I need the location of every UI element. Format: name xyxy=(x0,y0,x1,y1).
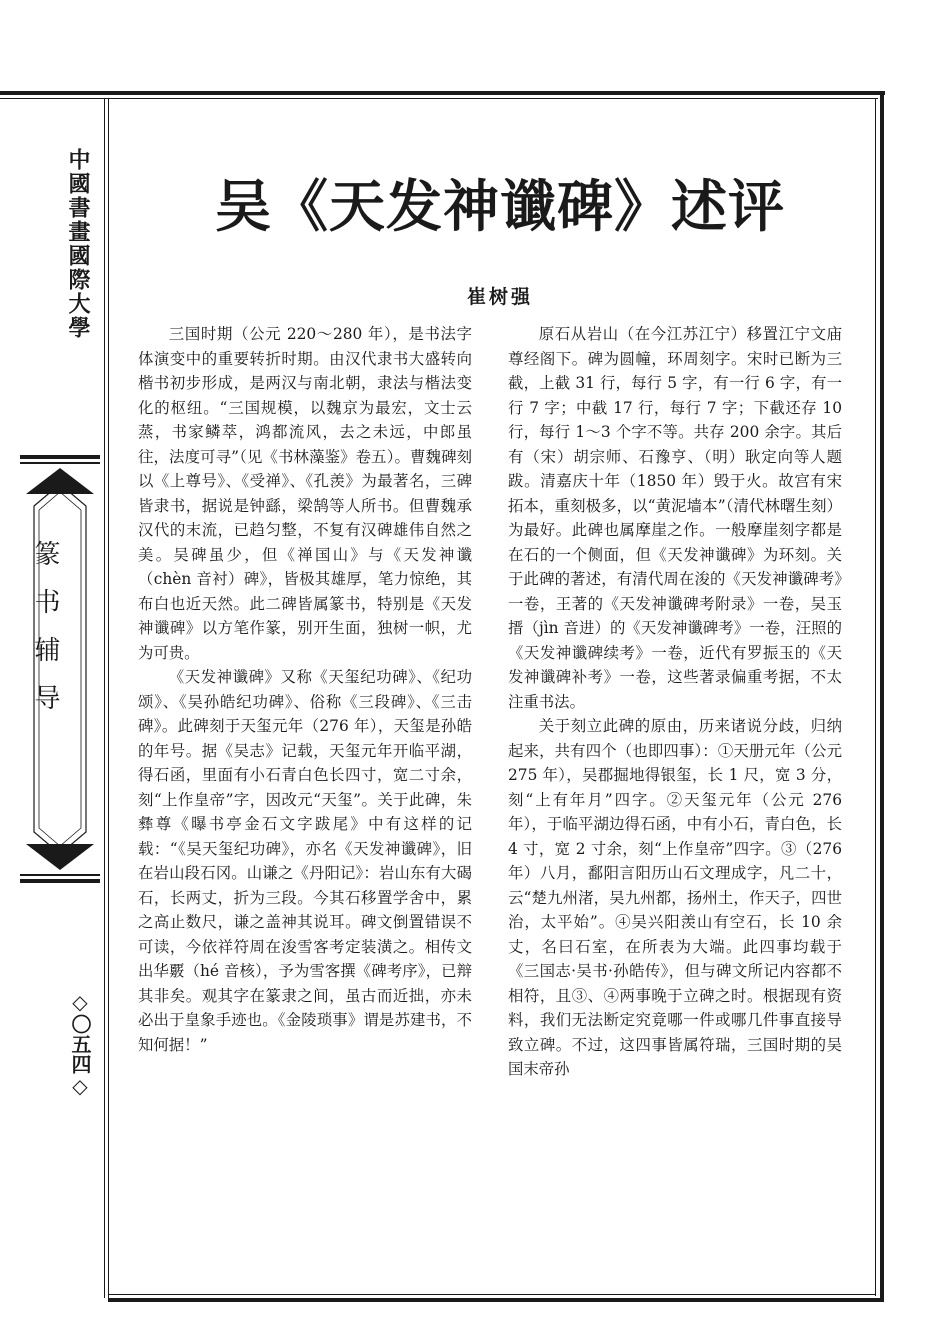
frame-top-border xyxy=(0,91,885,95)
section-title: 篆书辅导 xyxy=(30,540,60,732)
article-title: 吴《天发神谶碑》述评 xyxy=(215,175,785,240)
sidebar-band-bottom xyxy=(20,879,100,883)
frame-bottom-border xyxy=(108,1298,884,1302)
frame-left-border xyxy=(104,98,105,1298)
frame-right-inner-border xyxy=(875,98,876,1296)
sidebar-band-top xyxy=(20,455,100,459)
frame-top-inner-border xyxy=(0,98,878,99)
sidebar-band-bottom-thin xyxy=(20,874,100,876)
right-column xyxy=(508,322,842,1082)
frame-left-inner-border xyxy=(108,98,109,1298)
page-number: ◇〇五四◇ xyxy=(68,990,92,1098)
university-name: 中國書畫國際大學 xyxy=(65,148,91,340)
paragraph: 《天发神谶碑》又称《天玺纪功碑》、《纪功颂》、《吴孙皓纪功碑》、俗称《三段碑》、《三击碑》。此碑刻于天玺元年（276 年），天玺是孙皓的年号。据《吴志》记载，天玺元年开临平湖，得石函，里面有小石青白色长四寸，宽二寸余，刻“上作皇帝”字，因改元“天玺”。关于此碑，朱彝尊《曝书亭金石文字跋尾》中有这样的记载：“《吴天玺纪功碑》，亦名《天发神谶碑》，旧在岩山段石冈。山谦之《丹阳记》：岩山东有大碣石，长两丈，折为三段。今其石移置学舍中，累之高止数尺，谦之盖神其说耳。碑文倒置错误不可读，今依祥符周在浚雪客考定装潢之。相传文出华覈（hé 音核），予为雪客撰《碑考序》，已辩其非矣。观其字在篆隶之间，虽古而近拙，亦未必出于皇象手迹也。《金陵琐事》谓是苏建书，不知何据！” xyxy=(138,668,472,1054)
frame-bottom-inner-border xyxy=(108,1294,876,1295)
paragraph: 关于刻立此碑的原由，历来诸说分歧，归纳起来，共有四个（也即四事）：①天册元年（公元 275 年），吴郡掘地得银玺，长 1 尺，宽 3 分，刻“上有年月”四字。②天玺元年（公元 276 年），于临平湖边得石函，中有小石，青白色，长 4 寸，宽 2 寸余，刻“上作皇帝”四字。③（276 年）八月，鄱阳言阳历山石文理成字，凡二十，云“楚九州渚，吴九州都，扬州土，作天子，四世治，太平始”。④吴兴阳羡山有空石，长 10 余丈，名曰石室，在所表为大端。此四事均载于《三国志·吴书·孙皓传》，但与碑文所记内容都不相符，且③、④两事晚于立碑之时。根据现有资料，我们无法断定究竟哪一件或哪几件事直接导致立碑。不过，这四事皆属符瑞，三国时期的吴国末帝孙 xyxy=(508,717,842,1078)
article-author: 崔树强 xyxy=(466,286,533,308)
sidebar-band-top-thin xyxy=(20,462,100,464)
frame-right-border xyxy=(880,91,884,1302)
paragraph: 三国时期（公元 220～280 年），是书法字体演变中的重要转折时期。由汉代隶书大盛转向楷书初步形成，是两汉与南北朝，隶法与楷法变化的枢纽。“三国规模，以魏京为最宏，文士云蒸，书家鳞萃，鸿都流风，去之未远，中郎虽往，法度可寻”（见《书林藻鉴》卷五）。曹魏碑刻以《上尊号》、《受禅》、《孔羡》为最著名，三碑皆隶书，据说是钟繇，梁鹄等人所书。但曹魏承汉代的末流，已趋匀整，不复有汉碑雄伟自然之美。吴碑虽少，但《禅国山》与《天发神谶（chèn 音衬）碑》，皆极其雄厚，笔力惊绝，其布白也近天然。此二碑皆属篆书，特别是《天发神谶碑》以方笔作篆，别开生面，独树一帜，尤为可贵。 xyxy=(138,325,472,662)
left-column xyxy=(138,322,472,1057)
paragraph: 原石从岩山（在今江苏江宁）移置江宁文庙尊经阁下。碑为圆幢，环周刻字。宋时已断为三截，上截 31 行，每行 5 字，有一行 6 字，有一行 7 字；中截 17 行，每行 7 字；下截还存 10 行，每行 1～3 个字不等。共存 200 余字。其后有（宋）胡宗师、石豫亨、（明）耿定向等人题跋。清嘉庆十年（1850 年）毁于火。故宫有宋拓本，重刻极多，以“黄泥墙本”（清代林曙生刻）为最好。此碑也属摩崖之作。一般摩崖刻字都是在石的一个侧面，但《天发神谶碑》为环刻。关于此碑的著述，有清代周在浚的《天发神谶碑考》一卷，王著的《天发神谶碑考附录》一卷，吴玉搢（jìn 音进）的《天发神谶碑考》一卷，汪照的《天发神谶碑续考》一卷，近代有罗振玉的《天发神谶碑补考》一卷，这些著录偏重考据，不太注重书法。 xyxy=(508,325,842,711)
